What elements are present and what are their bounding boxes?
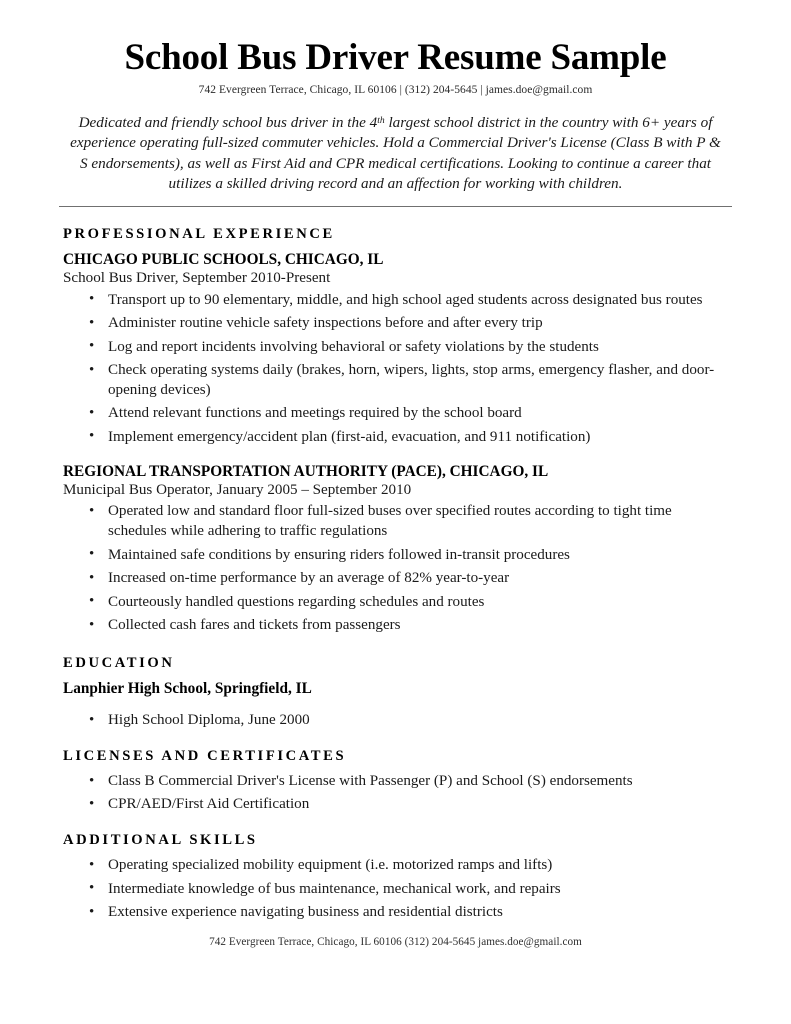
list-item: • High School Diploma, June 2000 xyxy=(58,711,733,731)
list-item: • Implement emergency/accident plan (first-aid, evacuation, and 911 notification) xyxy=(58,428,733,448)
section-licenses-and-certificates xyxy=(58,748,733,815)
list-item: • Increased on-time performance by an average of 82% year-to-year xyxy=(58,569,733,589)
list-item: • Attend relevant functions and meetings required by the school board xyxy=(58,404,733,424)
header-divider xyxy=(59,206,732,207)
school-name: Lanphier High School, Springfield, IL xyxy=(63,680,312,698)
employer-name: CHICAGO PUBLIC SCHOOLS, CHICAGO, IL xyxy=(63,251,384,269)
list-item: • Log and report incidents involving behavioral or safety violations by the students xyxy=(58,338,733,358)
job-title-and-dates: Municipal Bus Operator, January 2005 – September 2010 xyxy=(63,481,412,498)
list-item: • Maintained safe conditions by ensuring riders followed in-transit procedures xyxy=(58,546,733,566)
list-item: • Collected cash fares and tickets from passengers xyxy=(58,616,733,636)
section-heading-skills: ADDITIONAL SKILLS xyxy=(63,832,258,849)
list-item: • Check operating systems daily (brakes, horn, wipers, lights, stop arms, emergency flasher, and door-opening devices) xyxy=(58,361,733,401)
section-heading-licenses: LICENSES AND CERTIFICATES xyxy=(63,748,347,765)
skills-list xyxy=(58,856,733,923)
header-contact-line: 742 Evergreen Terrace, Chicago, IL 60106 | (312) 204-5645 | james.doe@gmail.com xyxy=(198,84,593,97)
list-item: • Operating specialized mobility equipment (i.e. motorized ramps and lifts) xyxy=(58,856,733,876)
list-item: • Transport up to 90 elementary, middle, and high school aged students across designated bus routes xyxy=(58,291,733,311)
job-entry xyxy=(58,250,733,448)
list-item: • Courteously handled questions regarding schedules and routes xyxy=(58,593,733,613)
list-item: • Extensive experience navigating business and residential districts xyxy=(58,903,733,923)
job-responsibility-list xyxy=(58,502,733,636)
employer-name: REGIONAL TRANSPORTATION AUTHORITY (PACE), CHICAGO, IL xyxy=(63,462,549,480)
section-education xyxy=(58,655,733,731)
summary-text-part2: largest school district in the country with 6+ years of experience operating full-sized commuter vehicles. Hold a Commercial Driver's License (Class B with P & S endorsements), as well as First Aid and CPR medical certifications. Looking to continue a career that utilizes a skilled driving record and an affection for working with children. xyxy=(70,114,721,192)
list-item: • Class B Commercial Driver's License with Passenger (P) and School (S) endorsements xyxy=(58,772,733,792)
section-professional-experience xyxy=(58,226,733,636)
ordinal-suffix: th xyxy=(377,115,385,127)
job-responsibility-list xyxy=(58,291,733,448)
education-detail-list xyxy=(58,711,733,731)
summary-text-part1: Dedicated and friendly school bus driver in the 4 xyxy=(78,114,378,132)
page-title: School Bus Driver Resume Sample xyxy=(124,37,667,78)
job-entry xyxy=(58,462,733,636)
section-heading-experience: PROFESSIONAL EXPERIENCE xyxy=(63,226,335,243)
list-item: • Administer routine vehicle safety inspections before and after every trip xyxy=(58,314,733,334)
licenses-list xyxy=(58,772,733,815)
job-title-and-dates: School Bus Driver, September 2010-Present xyxy=(63,270,331,287)
section-additional-skills xyxy=(58,832,733,923)
list-item: • Operated low and standard floor full-sized buses over specified routes according to tight time schedules while adhering to traffic regulations xyxy=(58,502,733,542)
section-heading-education: EDUCATION xyxy=(63,655,175,672)
footer-contact-line: 742 Evergreen Terrace, Chicago, IL 60106 (312) 204-5645 james.doe@gmail.com xyxy=(209,936,582,949)
list-item: • Intermediate knowledge of bus maintenance, mechanical work, and repairs xyxy=(58,880,733,900)
list-item: • CPR/AED/First Aid Certification xyxy=(58,795,733,815)
professional-summary xyxy=(70,113,721,194)
